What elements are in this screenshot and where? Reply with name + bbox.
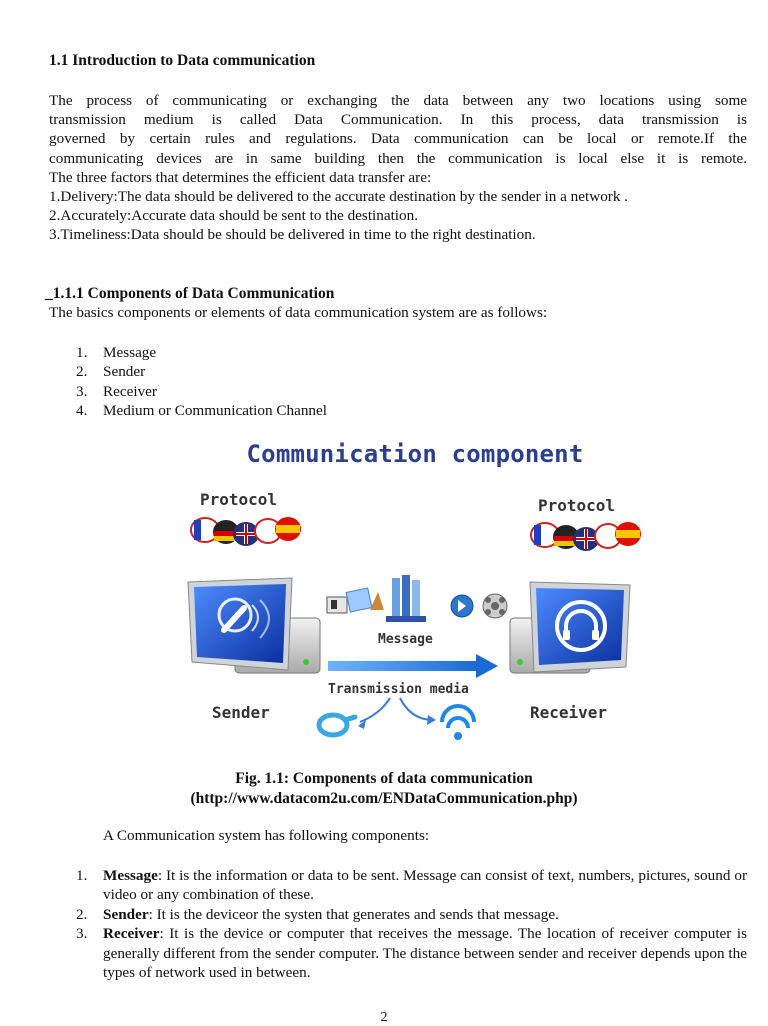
list-item	[76, 924, 747, 982]
paragraph-line: transmission medium is called Data Communication. In this process, data transmission is	[49, 111, 747, 129]
sender-computer-icon	[188, 578, 320, 673]
subsection-heading: _1.1.1 Components of Data Communication	[45, 285, 335, 302]
wifi-icon	[400, 698, 474, 740]
list-text: Medium or Communication Channel	[103, 402, 327, 420]
list-item	[76, 905, 747, 924]
media-icons	[327, 575, 507, 622]
transmission-label: Transmission media	[328, 682, 469, 697]
list-text: Message	[103, 344, 157, 361]
list-item	[76, 866, 747, 905]
sender-label: Sender	[212, 703, 270, 722]
components-detail-list	[76, 866, 747, 982]
transmission-arrow-icon	[328, 654, 498, 678]
paragraph-line: communicating devices are in same building then the communication is local else it is remote.	[49, 149, 747, 167]
receiver-label: Receiver	[530, 703, 608, 722]
cable-icon	[319, 698, 390, 735]
figure-title: Communication component	[246, 440, 584, 468]
paragraph-line: The three factors that determines the efficient data transfer are:	[49, 168, 432, 186]
term: Message	[103, 867, 158, 884]
receiver-computer-icon	[510, 582, 630, 673]
list-text: Receiver	[103, 382, 157, 400]
list-number: 2.	[76, 363, 88, 381]
term: Receiver	[103, 925, 160, 943]
caption-line-2: (http://www.datacom2u.com/ENDataCommunication.php)	[190, 790, 578, 807]
list-number: 3.	[76, 925, 88, 943]
paragraph-line: governed by certain rules and regulations. Data communication can be local or remote.If the	[49, 130, 747, 148]
list-item	[76, 401, 327, 420]
list-text: Sender	[103, 363, 146, 381]
components-intro: A Communication system has following components:	[103, 827, 430, 844]
paragraph-line: 3.Timeliness:Data should be should be delivered in time to the right destination.	[49, 226, 536, 244]
list-number: 4.	[76, 402, 88, 420]
protocol-label-right: Protocol	[538, 496, 616, 515]
flags-right-icon	[531, 522, 641, 551]
figure-caption	[0, 769, 768, 809]
list-number: 3.	[76, 382, 88, 400]
caption-line-1: Fig. 1.1: Components of data communication	[235, 770, 533, 787]
components-list	[76, 343, 327, 421]
protocol-label-left: Protocol	[200, 490, 278, 509]
paragraph-line: 1.Delivery:The data should be delivered to the accurate destination by the sender in a network .	[49, 188, 629, 206]
flags-left-icon	[191, 517, 301, 546]
definition: : It is the deviceor the systen that generates and sends that message.	[148, 905, 559, 923]
list-number: 2.	[76, 905, 88, 923]
paragraph-line: 2.Accurately:Accurate data should be sent to the destination.	[49, 207, 419, 225]
page-number: 2	[380, 1010, 388, 1025]
subsection-intro: The basics components or elements of data communication system are as follows:	[49, 304, 548, 321]
intro-paragraph	[49, 91, 747, 245]
definition: : It is the device or computer that receives the message. The location of receiver computer is generally different from the sender computer. The distance between sender and receiver depends upon the types of network used in between.	[103, 925, 747, 982]
list-item	[76, 343, 327, 362]
list-item	[76, 362, 327, 381]
definition: : It is the information or data to be sent. Message can consist of text, numbers, pictures, sound or video or any combination of these.	[103, 867, 747, 904]
message-label: Message	[378, 632, 433, 647]
communication-figure	[180, 430, 650, 760]
section-heading: 1.1 Introduction to Data communication	[49, 52, 316, 69]
list-number: 1.	[76, 344, 88, 361]
paragraph-line: The process of communicating or exchanging the data between any two locations using some	[49, 92, 747, 109]
list-item	[76, 382, 327, 401]
term: Sender	[103, 905, 149, 923]
list-number: 1.	[76, 867, 88, 884]
